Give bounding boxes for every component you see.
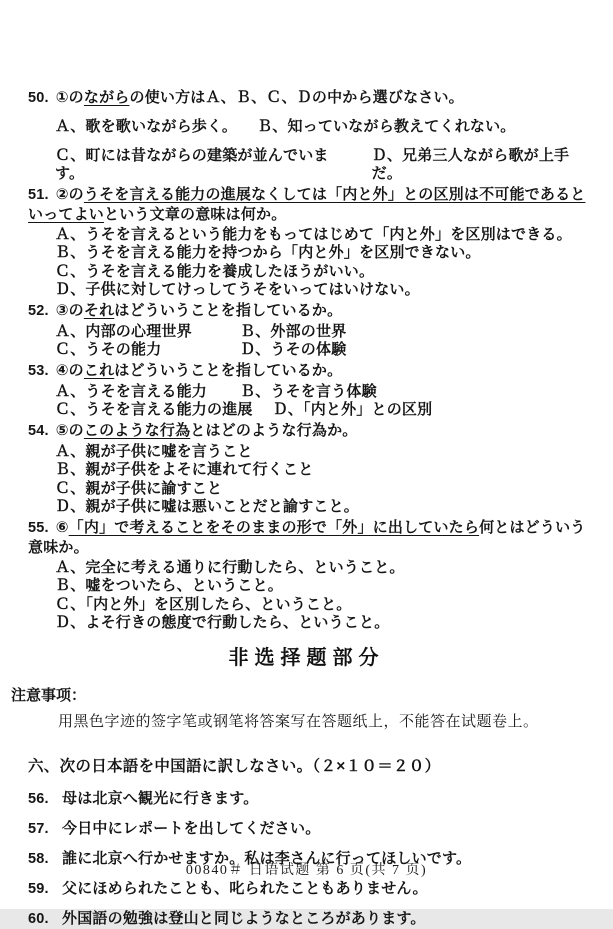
question-options xyxy=(55,383,595,420)
item-text: 外国語の勉強は登山と同じようなところがあります。 xyxy=(62,909,426,927)
option: Ａ、歌を歌いながら歩く。 xyxy=(55,118,238,135)
question-number: 54. xyxy=(28,422,49,439)
option-row xyxy=(55,341,595,360)
option-row xyxy=(55,281,595,300)
question-options xyxy=(55,443,595,517)
option: Ａ、内部の心理世界 xyxy=(55,322,192,340)
option: Ｂ、親が子供をよそに連れて行くこと xyxy=(55,461,314,478)
item-text: 今日中にレポートを出してください。 xyxy=(62,819,321,837)
option-row xyxy=(55,226,595,245)
option: Ａ、うそを言えるという能力をもってはじめて「内と外」を区別はできる。 xyxy=(55,225,572,243)
underlined-phrase: ながら xyxy=(83,89,130,106)
stem-text: はどういうことを指しているか。 xyxy=(114,361,343,379)
underlined-phrase: このような行為 xyxy=(83,421,191,439)
option: Ａ、親が子供に嘘を言うこと xyxy=(55,442,253,460)
question-number: 55. xyxy=(28,519,49,536)
option: Ｄ、うその体験 xyxy=(240,341,347,358)
option: Ｂ、外部の世界 xyxy=(240,322,347,340)
stem-text: ⑤の xyxy=(55,421,84,439)
question-text xyxy=(56,302,343,319)
question-number: 50. xyxy=(28,90,49,106)
underlined-phrase: うそを言える能力の進展なくしては「内と外」との区別は不可能であるといってよい xyxy=(28,185,586,223)
option-row xyxy=(55,461,595,480)
translation-item xyxy=(28,819,595,839)
option-row xyxy=(55,118,595,137)
stem-text: ⑥ xyxy=(55,518,69,536)
question-number: 53. xyxy=(28,362,49,379)
option: Ｂ、うそを言う体験 xyxy=(240,382,377,400)
option-row xyxy=(55,401,595,420)
option: Ｄ、「内と外」との区別 xyxy=(272,401,433,418)
stem-text: はどういうことを指しているか。 xyxy=(114,301,343,319)
translation-item xyxy=(28,789,595,809)
item-number: 60. xyxy=(28,910,49,927)
option-row xyxy=(55,244,595,263)
question-stem xyxy=(28,421,595,441)
question xyxy=(28,301,595,360)
question-options xyxy=(55,226,595,300)
option: Ｃ、うそを言える能力を養成したほうがいい。 xyxy=(55,262,375,280)
option-row xyxy=(55,443,595,462)
question-stem xyxy=(28,361,595,381)
question-number: 51. xyxy=(28,186,49,203)
option: Ｄ、親が子供に嘘は悪いことだと諭すこと。 xyxy=(55,498,360,515)
question-number: 52. xyxy=(28,302,49,319)
stem-text: とはどのような行為か。 xyxy=(190,421,358,439)
question xyxy=(28,185,595,300)
question-text xyxy=(56,422,358,439)
page-footer: 00840＃ 日语试题 第 6 页(共 7 页) xyxy=(185,863,428,878)
question-options xyxy=(55,559,595,633)
stem-text: 何とはどういう意味か。 xyxy=(28,518,586,556)
option-row xyxy=(55,614,595,633)
translation-item xyxy=(28,879,595,899)
question xyxy=(28,88,595,184)
option-row xyxy=(55,577,595,596)
option: Ｃ、親が子供に諭すこと xyxy=(55,479,223,497)
question xyxy=(28,421,595,517)
item-text: 誰に北京へ行かせますか。私は李さんに行ってほしいです。 xyxy=(62,849,472,867)
item-text: 母は北京へ観光に行きます。 xyxy=(62,789,259,807)
option-row xyxy=(55,498,595,517)
option: Ｃ、「内と外」を区別したら、ということ。 xyxy=(55,595,352,613)
stem-text: ①の xyxy=(55,89,84,106)
stem-text: の使い方はＡ、Ｂ、Ｃ、Ｄの中から選びなさい。 xyxy=(129,89,464,106)
question-text xyxy=(56,362,343,379)
section-six-title: 六、次の日本語を中国語に訳しなさい。（２×１０＝２０） xyxy=(28,757,441,775)
question xyxy=(28,518,595,633)
question-text xyxy=(56,89,464,106)
item-number: 56. xyxy=(28,790,49,807)
option: Ｃ、うそを言える能力の進展 xyxy=(55,401,253,418)
option: Ｃ、うその能力 xyxy=(55,341,162,358)
item-number: 58. xyxy=(28,850,49,867)
stem-text: という文章の意味は何か。 xyxy=(104,205,287,223)
notice-block xyxy=(11,686,595,732)
underlined-phrase: これ xyxy=(83,361,115,379)
translation-item xyxy=(28,909,595,929)
option-row xyxy=(55,323,595,342)
option-row xyxy=(55,147,595,184)
option-row xyxy=(55,383,595,402)
option-row xyxy=(55,596,595,615)
option-row xyxy=(55,263,595,282)
option: Ａ、うそを言える能力 xyxy=(55,382,208,400)
question-options xyxy=(55,323,595,360)
stem-text: ③の xyxy=(55,301,84,319)
option-row xyxy=(55,559,595,578)
option: Ｂ、知っていながら教えてくれない。 xyxy=(257,118,516,135)
multiple-choice-section xyxy=(28,88,595,633)
question-options xyxy=(55,118,595,184)
item-number: 57. xyxy=(28,820,49,837)
question-text xyxy=(28,186,585,223)
question-stem xyxy=(28,301,595,321)
section-header: 非选择题部分 xyxy=(228,646,385,669)
notice-title: 注意事项： xyxy=(11,686,87,704)
question-stem xyxy=(28,88,595,108)
question xyxy=(28,361,595,420)
stem-text: ④の xyxy=(55,361,84,379)
item-text: 父にほめられたことも、叱られたこともありません。 xyxy=(62,879,428,897)
option: Ｄ、子供に対してけっしてうそをいってはいけない。 xyxy=(55,281,420,298)
option: Ｄ、兄弟三人ながら歌が上手だ。 xyxy=(371,146,570,182)
underlined-phrase: それ xyxy=(83,301,115,319)
question-stem xyxy=(28,185,595,224)
option-row xyxy=(55,480,595,499)
option: Ｂ、嘘をついたら、ということ。 xyxy=(55,577,284,594)
underlined-phrase: 「内」で考えることをそのままの形で「外」に出していたら xyxy=(68,518,480,536)
option: Ｂ、うそを言える能力を持つから「内と外」を区別できない。 xyxy=(55,244,481,261)
question-stem xyxy=(28,518,595,557)
question-text xyxy=(28,519,585,556)
stem-text: ②の xyxy=(55,185,84,203)
notice-body: 用黑色字迹的签字笔或钢笔将答案写在答题纸上，不能答在试题卷上。 xyxy=(58,713,539,730)
option: Ｃ、町には昔ながらの建築が並んでいます。 xyxy=(55,146,329,182)
item-number: 59. xyxy=(28,880,49,897)
option: Ｄ、よそ行きの態度で行動したら、ということ。 xyxy=(55,614,390,631)
option: Ａ、完全に考える通りに行動したら、ということ。 xyxy=(55,558,405,576)
